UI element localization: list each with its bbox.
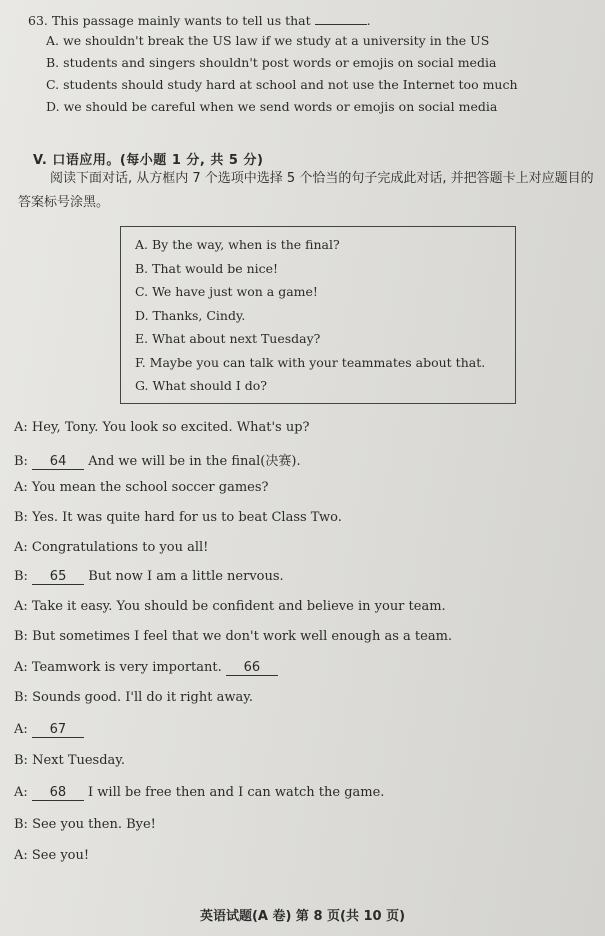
section-title: V. 口语应用。(每小题 1 分, 共 5 分) bbox=[33, 153, 264, 168]
dialog-speaker: A: bbox=[14, 785, 32, 800]
choice-f: F. Maybe you can talk with your teammates about that. bbox=[135, 354, 486, 370]
dialog-line bbox=[14, 690, 253, 705]
question-stem-text: 63. This passage mainly wants to tell us that bbox=[28, 13, 311, 28]
dialog-text: B: But sometimes I feel that we don't work well enough as a team. bbox=[14, 629, 453, 644]
dialog-line bbox=[14, 450, 301, 470]
option-a bbox=[28, 30, 588, 52]
question-stem-end: . bbox=[366, 13, 371, 28]
dialog-text: A: See you! bbox=[14, 848, 90, 863]
dialog-line bbox=[14, 569, 284, 585]
dialog-line bbox=[14, 660, 278, 676]
choice-d: D. Thanks, Cindy. bbox=[135, 307, 246, 323]
option-c bbox=[28, 74, 588, 96]
dialog-line bbox=[14, 540, 208, 555]
section-instruction: 阅读下面对话, 从方框内 7 个选项中选择 5 个恰当的句子完成此对话, 并把答题卡上对应题目的答案标号涂黑。 bbox=[18, 171, 594, 210]
dialog-line bbox=[14, 817, 156, 832]
dialog-text: A: You mean the school soccer games? bbox=[14, 480, 269, 495]
dialog-text: A: Congratulations to you all! bbox=[14, 540, 209, 555]
dialog-speaker: A: bbox=[14, 722, 32, 737]
dialog-text: A: Teamwork is very important. bbox=[14, 660, 226, 675]
option-letter: D. bbox=[46, 99, 60, 114]
dialog-speaker: B: bbox=[14, 454, 33, 469]
option-letter: B. bbox=[46, 55, 60, 70]
dialog-line bbox=[14, 599, 446, 614]
dialog-speaker: B: bbox=[14, 569, 33, 584]
dialog-line bbox=[14, 785, 384, 801]
choice-e: E. What about next Tuesday? bbox=[135, 331, 321, 346]
answer-blank-64: 64 bbox=[32, 454, 84, 470]
option-d bbox=[28, 96, 588, 118]
dialog-text: I will be free then and I can watch the game. bbox=[83, 785, 385, 800]
question-stem bbox=[28, 12, 588, 30]
choices-box bbox=[120, 226, 516, 404]
choice-c: C. We have just won a game! bbox=[135, 284, 318, 299]
question-63 bbox=[28, 12, 588, 118]
dialog-line bbox=[14, 629, 452, 644]
option-text: we shouldn't break the US law if we study at a university in the US bbox=[63, 33, 490, 48]
dialog-text: B: See you then. Bye! bbox=[14, 817, 156, 832]
dialog-text: B: Yes. It was quite hard for us to beat Class Two. bbox=[14, 510, 342, 525]
choice-a: A. By the way, when is the final? bbox=[135, 237, 340, 252]
dialog-text: But now I am a little nervous. bbox=[84, 569, 284, 584]
dialog-text: And we will be in the final(决赛). bbox=[84, 454, 301, 469]
option-text: we should be careful when we send words or emojis on social media bbox=[63, 99, 498, 114]
option-text: students should study hard at school and not use the Internet too much bbox=[63, 77, 518, 92]
choice-g: G. What should I do? bbox=[135, 378, 267, 393]
dialog-line bbox=[14, 848, 89, 863]
answer-blank bbox=[315, 12, 367, 25]
dialog-line bbox=[14, 753, 125, 768]
answer-blank-67: 67 bbox=[32, 722, 84, 738]
answer-blank-66: 66 bbox=[226, 660, 278, 676]
dialog-line bbox=[14, 510, 342, 525]
dialog-text: B: Sounds good. I'll do it right away. bbox=[14, 690, 253, 705]
option-b bbox=[28, 52, 588, 74]
dialog-text: B: Next Tuesday. bbox=[14, 753, 126, 768]
option-letter: C. bbox=[46, 77, 60, 92]
dialog-line bbox=[14, 420, 310, 435]
dialog-text: A: Take it easy. You should be confident and believe in your team. bbox=[14, 599, 446, 614]
dialog-line bbox=[14, 480, 268, 495]
answer-blank-68: 68 bbox=[32, 785, 84, 801]
option-text: students and singers shouldn't post words or emojis on social media bbox=[63, 55, 497, 70]
choice-b: B. That would be nice! bbox=[135, 260, 279, 276]
dialog-text: A: Hey, Tony. You look so excited. What's up? bbox=[14, 420, 310, 435]
answer-blank-65: 65 bbox=[32, 569, 84, 585]
option-letter: A. bbox=[46, 33, 60, 48]
dialog-line bbox=[14, 722, 84, 738]
page-footer: 英语试题(A 卷) 第 8 页(共 10 页) bbox=[199, 909, 406, 924]
